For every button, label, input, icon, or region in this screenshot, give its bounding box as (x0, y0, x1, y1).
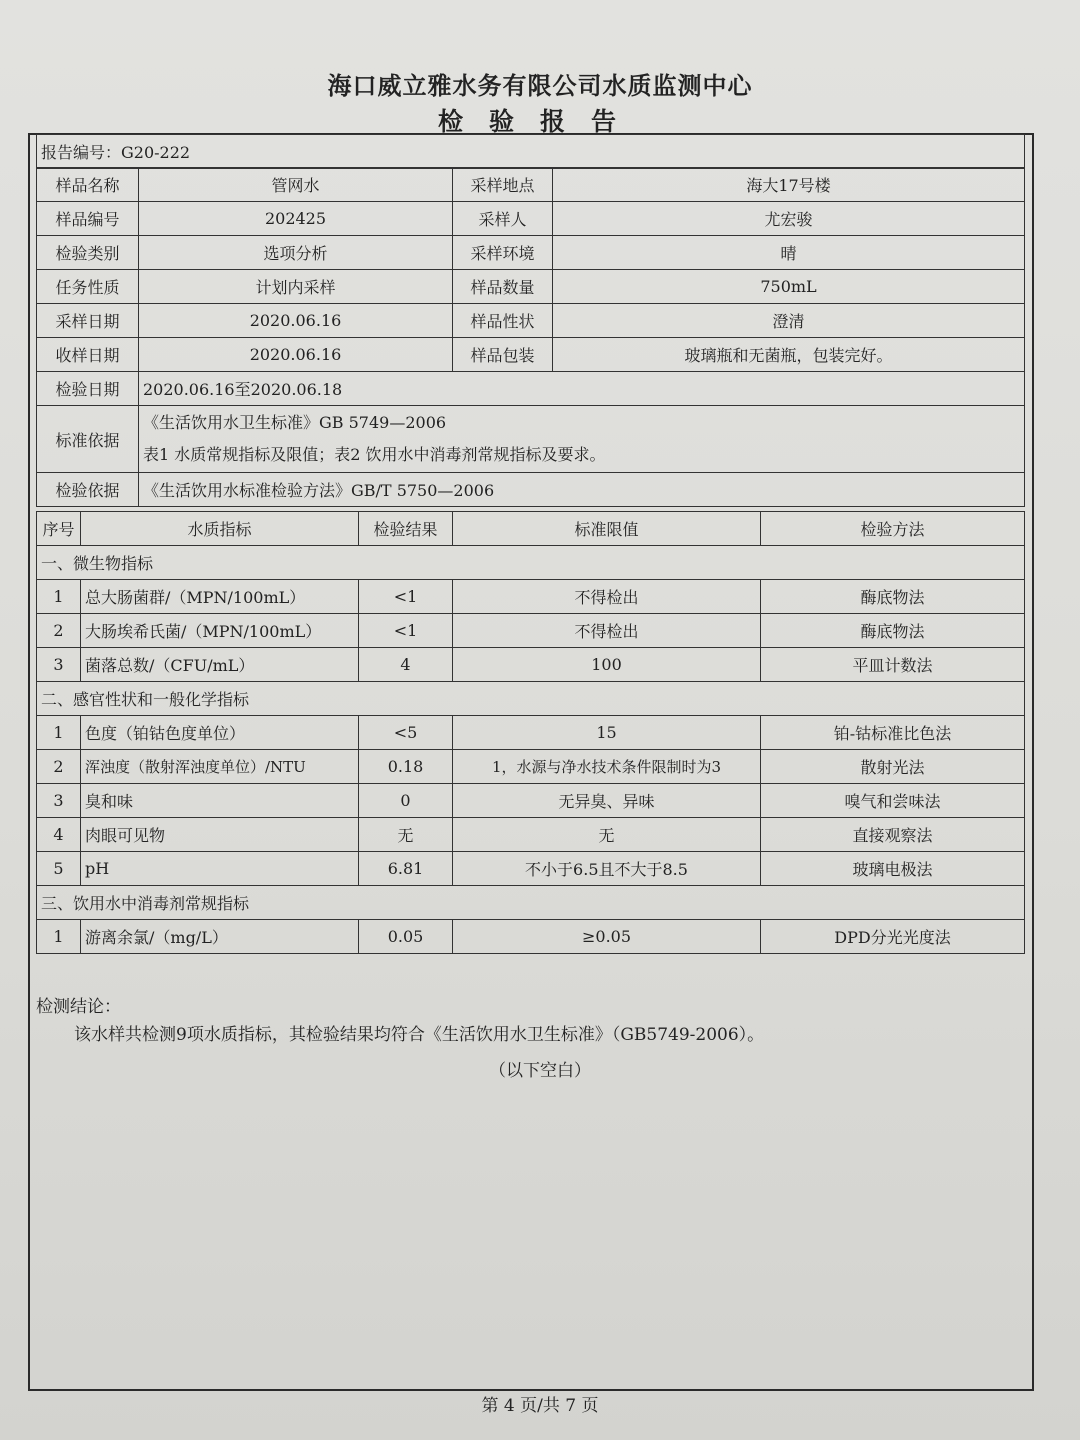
table-row (37, 716, 1025, 750)
row-method: 平皿计数法 (761, 648, 1025, 682)
standard-basis-label: 标准依据 (37, 406, 139, 473)
receive-date-label: 收样日期 (37, 338, 139, 372)
report-title: 检验报告 (437, 107, 642, 136)
sampling-date-label: 采样日期 (37, 304, 139, 338)
conclusion-text: 该水样共检测9项水质指标，其检验结果均符合《生活饮用水卫生标准》（GB5749-2006）。 (74, 1025, 765, 1045)
sample-state-value: 澄清 (553, 304, 1025, 338)
sample-name-value: 管网水 (139, 168, 453, 202)
info-row (37, 304, 1025, 338)
row-limit: 1，水源与净水技术条件限制时为3 (453, 750, 761, 784)
blank-below-note: （以下空白） (489, 1061, 591, 1081)
row-result: 6.81 (359, 852, 453, 886)
table-row (37, 852, 1025, 886)
row-method: 酶底物法 (761, 580, 1025, 614)
sampling-env-label: 采样环境 (453, 236, 553, 270)
col-item-header: 水质指标 (81, 512, 359, 546)
row-no: 1 (37, 716, 81, 750)
row-method: 酶底物法 (761, 614, 1025, 648)
row-limit: 15 (453, 716, 761, 750)
sample-no-label: 样品编号 (37, 202, 139, 236)
info-row (37, 168, 1025, 202)
col-no-header: 序号 (37, 512, 81, 546)
row-result: <1 (359, 580, 453, 614)
col-method-header: 检验方法 (761, 512, 1025, 546)
row-item: 菌落总数/（CFU/mL） (81, 648, 359, 682)
row-limit: 不小于6.5且不大于8.5 (453, 852, 761, 886)
sample-name-label: 样品名称 (37, 168, 139, 202)
row-limit: 100 (453, 648, 761, 682)
info-row (37, 473, 1025, 507)
row-item: pH (81, 852, 359, 886)
table-row (37, 784, 1025, 818)
sampling-env-value: 晴 (553, 236, 1025, 270)
row-item: 大肠埃希氏菌/（MPN/100mL） (81, 614, 359, 648)
section-title: 二、感官性状和一般化学指标 (37, 682, 1025, 716)
row-item: 肉眼可见物 (81, 818, 359, 852)
section-row (37, 682, 1025, 716)
sampler-value: 尤宏骏 (553, 202, 1025, 236)
task-nature-label: 任务性质 (37, 270, 139, 304)
report-number-row (37, 135, 1025, 169)
row-limit: 不得检出 (453, 580, 761, 614)
section-title: 一、微生物指标 (37, 546, 1025, 580)
row-limit: 无 (453, 818, 761, 852)
section-row (37, 546, 1025, 580)
method-basis-value: 《生活饮用水标准检验方法》GB/T 5750—2006 (139, 473, 1025, 507)
table-row (37, 818, 1025, 852)
receive-date-value: 2020.06.16 (139, 338, 453, 372)
sampling-date-value: 2020.06.16 (139, 304, 453, 338)
test-category-label: 检验类别 (37, 236, 139, 270)
row-no: 3 (37, 784, 81, 818)
info-row (37, 372, 1025, 406)
organization-title: 海口威立雅水务有限公司水质监测中心 (327, 72, 753, 100)
conclusion-label: 检测结论： (36, 997, 121, 1017)
row-item: 臭和味 (81, 784, 359, 818)
row-result: 0.05 (359, 920, 453, 954)
standard-basis-line1: 《生活饮用水卫生标准》GB 5749—2006 (143, 413, 447, 432)
row-no: 2 (37, 750, 81, 784)
row-item: 游离余氯/（mg/L） (81, 920, 359, 954)
table-row (37, 614, 1025, 648)
row-item: 总大肠菌群/（MPN/100mL） (81, 580, 359, 614)
sample-qty-label: 样品数量 (453, 270, 553, 304)
table-row (37, 648, 1025, 682)
table-row (37, 750, 1025, 784)
row-no: 5 (37, 852, 81, 886)
info-row (37, 202, 1025, 236)
row-no: 1 (37, 580, 81, 614)
sample-state-label: 样品性状 (453, 304, 553, 338)
row-no: 2 (37, 614, 81, 648)
row-method: 直接观察法 (761, 818, 1025, 852)
row-no: 3 (37, 648, 81, 682)
col-limit-header: 标准限值 (453, 512, 761, 546)
test-date-label: 检验日期 (37, 372, 139, 406)
row-limit: 不得检出 (453, 614, 761, 648)
row-method: 玻璃电极法 (761, 852, 1025, 886)
row-no: 4 (37, 818, 81, 852)
table-row (37, 580, 1025, 614)
row-result: <1 (359, 614, 453, 648)
table-row (37, 920, 1025, 954)
col-result-header: 检验结果 (359, 512, 453, 546)
page-footer: 第 4 页/共 7 页 (481, 1396, 599, 1416)
sample-pack-label: 样品包装 (453, 338, 553, 372)
method-basis-label: 检验依据 (37, 473, 139, 507)
sampling-site-label: 采样地点 (453, 168, 553, 202)
section-title: 三、饮用水中消毒剂常规指标 (37, 886, 1025, 920)
row-method: 散射光法 (761, 750, 1025, 784)
section-row (37, 886, 1025, 920)
standard-basis-value (139, 406, 1025, 473)
sampling-site-value: 海大17号楼 (553, 168, 1025, 202)
row-limit: ≥0.05 (453, 920, 761, 954)
info-row (37, 236, 1025, 270)
row-item: 色度（铂钴色度单位） (81, 716, 359, 750)
row-result: 无 (359, 818, 453, 852)
info-row (37, 270, 1025, 304)
row-method: 嗅气和尝味法 (761, 784, 1025, 818)
sample-no-value: 202425 (139, 202, 453, 236)
standard-basis-line2: 表1 水质常规指标及限值；表2 饮用水中消毒剂常规指标及要求。 (143, 445, 606, 464)
row-method: 铂-钴标准比色法 (761, 716, 1025, 750)
row-item: 浑浊度（散射浑浊度单位）/NTU (81, 750, 359, 784)
task-nature-value: 计划内采样 (139, 270, 453, 304)
test-category-value: 选项分析 (139, 236, 453, 270)
test-date-value: 2020.06.16至2020.06.18 (139, 372, 1025, 406)
report-number: 报告编号：G20-222 (37, 135, 1025, 169)
row-limit: 无异臭、异味 (453, 784, 761, 818)
sample-pack-value: 玻璃瓶和无菌瓶，包装完好。 (553, 338, 1025, 372)
row-result: 0.18 (359, 750, 453, 784)
row-no: 1 (37, 920, 81, 954)
sampler-label: 采样人 (453, 202, 553, 236)
info-row (37, 406, 1025, 473)
row-result: 0 (359, 784, 453, 818)
row-result: <5 (359, 716, 453, 750)
report-table (36, 134, 1025, 169)
results-header-row (37, 512, 1025, 546)
info-table (36, 167, 1025, 507)
sample-qty-value: 750mL (553, 270, 1025, 304)
row-result: 4 (359, 648, 453, 682)
results-table (36, 511, 1025, 954)
row-method: DPD分光光度法 (761, 920, 1025, 954)
info-row (37, 338, 1025, 372)
